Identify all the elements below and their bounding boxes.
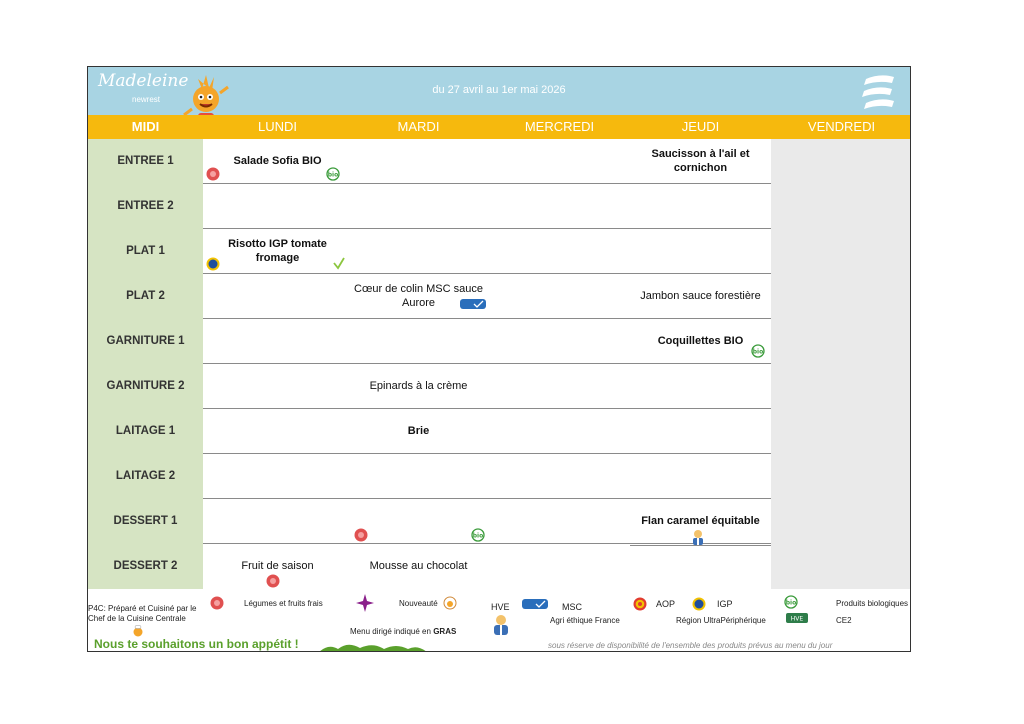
- fresh-produce-icon: [354, 528, 368, 542]
- menu-row: [88, 184, 910, 229]
- legend-igp: IGP: [717, 599, 733, 609]
- bio-icon: [784, 595, 798, 609]
- menu-cell: [771, 364, 911, 408]
- menu-cell: [630, 184, 771, 228]
- cell-divider: [630, 545, 771, 546]
- msc-icon: [522, 599, 548, 609]
- ce2-icon: [786, 613, 808, 623]
- row-label: GARNITURE 2: [88, 364, 203, 409]
- menu-cell: [630, 229, 771, 273]
- legend-ce2: CE2: [836, 616, 852, 625]
- menu-cell: Risotto IGP tomate fromage: [228, 238, 327, 264]
- day-tuesday: MARDI: [397, 119, 440, 134]
- menu-cell: [348, 319, 489, 363]
- svg-text:bio: bio: [327, 171, 339, 179]
- menu-cell: [630, 544, 771, 588]
- days-bar: [88, 115, 910, 139]
- menu-cell: [489, 319, 630, 363]
- legend-region: Région UltraPériphérique: [676, 616, 766, 625]
- date-range: du 27 avril au 1er mai 2026: [432, 84, 566, 96]
- legend: [88, 591, 910, 652]
- fresh-produce-icon: [266, 574, 280, 588]
- menu-cell: [630, 454, 771, 498]
- menu-cell: [489, 454, 630, 498]
- row-label: ENTREE 2: [88, 184, 203, 229]
- menu-header: [88, 67, 910, 115]
- legend-legumes: Légumes et fruits frais: [244, 599, 323, 608]
- bio-icon: [751, 344, 765, 358]
- legend-bio: Produits biologiques: [836, 599, 909, 608]
- day-monday: LUNDI: [257, 119, 297, 134]
- day-wednesday: MERCREDI: [524, 119, 595, 134]
- menu-cell: [771, 184, 911, 228]
- legend-hve: HVE: [491, 602, 510, 612]
- meal-label: MIDI: [131, 119, 160, 134]
- menu-row: [88, 409, 910, 454]
- menu-cell: Saucisson à l'ail et cornichon: [651, 148, 750, 174]
- igp-icon: [692, 597, 706, 611]
- menu-cell: [207, 319, 348, 363]
- menu-cell: Brie: [407, 425, 430, 437]
- hve-icon: [490, 613, 512, 637]
- bio-icon: [471, 528, 485, 542]
- menu-cell: [489, 184, 630, 228]
- menu-cell: [207, 274, 348, 318]
- menu-cell: [207, 454, 348, 498]
- menu-row: [88, 364, 910, 409]
- aop-icon: [633, 597, 647, 611]
- menu-cell: [771, 139, 911, 183]
- row-label: LAITAGE 1: [88, 409, 203, 454]
- brand-logo-text: Madeleine: [98, 71, 189, 91]
- bio-icon: [326, 167, 340, 181]
- row-label: ENTREE 1: [88, 139, 203, 184]
- menu-cell: [771, 229, 911, 273]
- menu-cell: Mousse au chocolat: [369, 560, 468, 572]
- svg-text:HVE: HVE: [790, 615, 804, 623]
- menu-cell: [771, 544, 911, 588]
- disclaimer: sous réserve de disponibilité de l'ensemble des produits prévus au menu du jour: [548, 641, 833, 650]
- menu-row: [88, 319, 910, 364]
- menu-sheet: [87, 66, 911, 652]
- row-label: PLAT 2: [88, 274, 203, 319]
- svg-text:bio: bio: [472, 532, 484, 540]
- menu-cell: [489, 229, 630, 273]
- fresh-produce-icon: [210, 596, 224, 610]
- legend-gras: GRAS: [433, 627, 457, 636]
- legend-menu-dirige-text: Menu dirigé indiqué en: [350, 627, 431, 636]
- row-label: LAITAGE 2: [88, 454, 203, 499]
- menu-cell: Coquillettes BIO: [657, 335, 744, 347]
- row-label: DESSERT 1: [88, 499, 203, 544]
- msc-icon: [460, 299, 486, 309]
- menu-cell: [489, 139, 630, 183]
- menu-cell: Flan caramel équitable: [641, 515, 760, 527]
- menu-cell: [348, 139, 489, 183]
- day-thursday: JEUDI: [681, 119, 720, 134]
- row-label: PLAT 1: [88, 229, 203, 274]
- svg-text:bio: bio: [785, 599, 797, 607]
- legend-menu-dirige: [350, 627, 456, 636]
- brand-waves-icon: [860, 71, 896, 111]
- bon-appetit-message: Nous te souhaitons un bon appétit !: [94, 637, 299, 651]
- grass-decoration-icon: [318, 641, 428, 652]
- menu-row: [88, 274, 910, 319]
- menu-cell: [630, 364, 771, 408]
- legend-nouveaute: Nouveauté: [399, 599, 438, 608]
- menu-cell: [489, 499, 630, 543]
- menu-cell: [207, 184, 348, 228]
- menu-row: [88, 499, 910, 544]
- menu-row: [88, 544, 910, 589]
- checkmark-icon: [332, 256, 346, 270]
- menu-cell: [489, 364, 630, 408]
- menu-cell: [207, 409, 348, 453]
- menu-cell: [771, 499, 911, 543]
- legend-p4c: P4C: Préparé et Cuisiné par le Chef de la Cuisine Centrale: [88, 604, 197, 623]
- menu-cell: [207, 364, 348, 408]
- menu-cell: [489, 274, 630, 318]
- menu-cell: [207, 499, 348, 543]
- menu-cell: Salade Sofia BIO: [233, 155, 322, 167]
- menu-cell: [348, 499, 489, 543]
- menu-cell: Jambon sauce forestière: [640, 290, 761, 302]
- menu-cell: [348, 229, 489, 273]
- menu-cell: [771, 454, 911, 498]
- row-label: GARNITURE 1: [88, 319, 203, 364]
- brand-logo-subtext: newrest: [132, 95, 161, 104]
- igp-icon: [206, 257, 220, 271]
- menu-cell: [771, 409, 911, 453]
- chef-icon: [132, 625, 144, 637]
- menu-cell: [348, 454, 489, 498]
- legend-aop: AOP: [656, 599, 676, 609]
- menu-row: [88, 454, 910, 499]
- menu-cell: [771, 274, 911, 318]
- p4c-chef-icon: [443, 596, 457, 610]
- menu-row: [88, 139, 910, 184]
- day-friday: VENDREDI: [807, 119, 876, 134]
- legend-msc: MSC: [562, 602, 582, 612]
- row-label: DESSERT 2: [88, 544, 203, 589]
- nouveaute-star-icon: [356, 594, 374, 612]
- menu-cell: [348, 184, 489, 228]
- menu-cell: Fruit de saison: [241, 560, 314, 572]
- svg-text:bio: bio: [752, 348, 764, 356]
- menu-cell: Epinards à la crème: [369, 380, 468, 392]
- menu-cell: [489, 544, 630, 588]
- menu-cell: [630, 409, 771, 453]
- menu-row: [88, 229, 910, 274]
- menu-cell: [489, 409, 630, 453]
- legend-agri: Agri éthique France: [550, 616, 620, 625]
- menu-cell: Cœur de colin MSC sauce Aurore: [354, 283, 483, 309]
- fresh-produce-icon: [206, 167, 220, 181]
- menu-cell: [771, 319, 911, 363]
